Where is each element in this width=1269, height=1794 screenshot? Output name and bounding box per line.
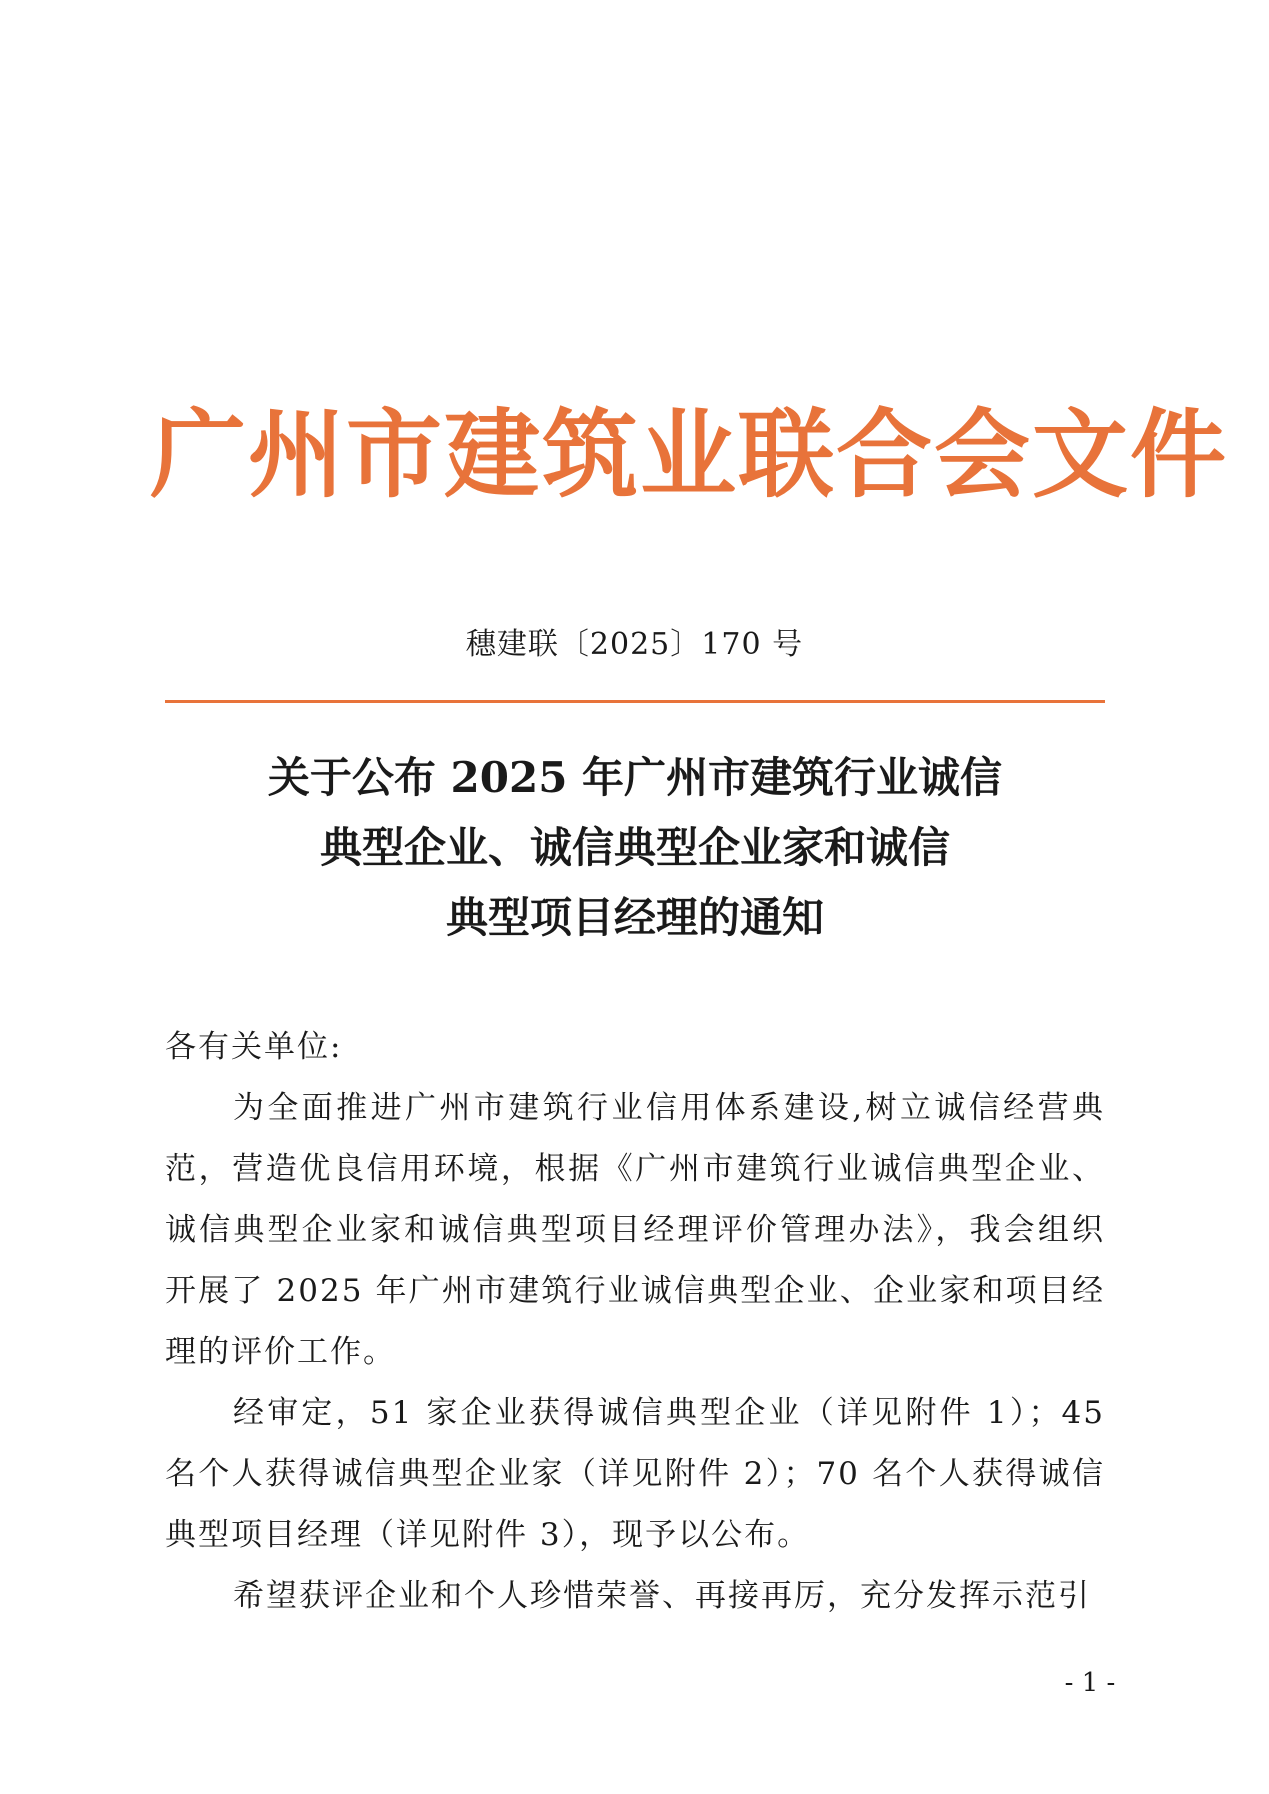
body-paragraph: 为全面推进广州市建筑行业信用体系建设,树立诚信经营典范，营造优良信用环境，根据《广州市建筑行业诚信典型企业、诚信典型企业家和诚信典型项目经理评价管理办法》，我会组织开展了 2025 年广州市建筑行业诚信典型企业、企业家和项目经理的评价工作。 — [165, 1090, 1105, 1370]
document-number: 穗建联〔2025〕170 号 — [465, 627, 804, 662]
page-number: - 1 - — [1064, 1668, 1116, 1698]
document-title — [165, 743, 1105, 953]
title-line: 典型企业、诚信典型企业家和诚信 — [319, 823, 950, 872]
body-paragraph: 经审定，51 家企业获得诚信典型企业（详见附件 1）；45 名个人获得诚信典型企业家（详见附件 2）；70 名个人获得诚信典型项目经理（详见附件 3），现予以公布。 — [165, 1395, 1105, 1553]
salutation: 各有关单位: — [165, 1029, 343, 1065]
body-paragraph: 希望获评企业和个人珍惜荣誉、再接再厉，充分发挥示范引 — [233, 1578, 1091, 1614]
title-line: 典型项目经理的通知 — [445, 893, 824, 942]
organization-header: 广州市建筑业联合会文件 — [150, 398, 1228, 511]
document-body — [165, 1017, 1105, 1627]
title-line: 关于公布 2025 年广州市建筑行业诚信 — [267, 753, 1003, 802]
header-divider — [165, 700, 1105, 703]
